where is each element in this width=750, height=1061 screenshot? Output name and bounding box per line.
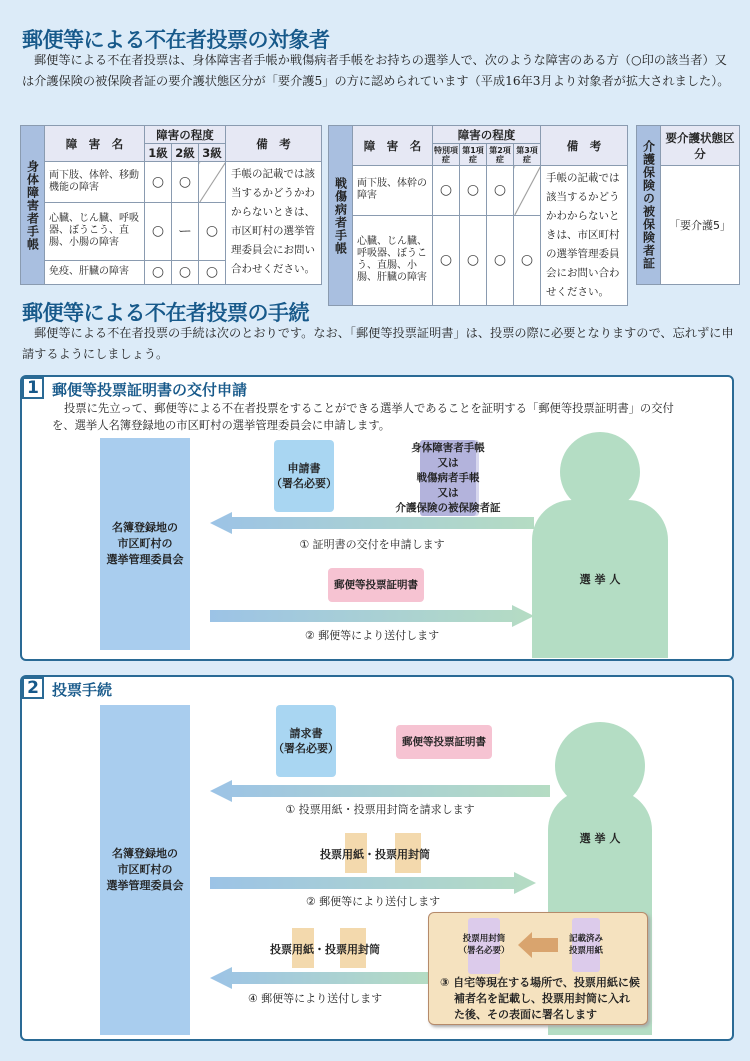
ballot-materials: 投票用紙・投票用封筒 [270,942,380,956]
arrow-left-icon [210,512,534,534]
election-committee: 名簿登録地の 市区町村の 選挙管理委員会 [100,438,190,650]
grade-header: 1級 [145,144,172,162]
mark: ○ [145,162,172,203]
war-injury-table [328,125,628,306]
section-title-procedure: 郵便等による不在者投票の手続 [22,301,309,325]
not-applicable-cell [199,162,226,203]
grade-header: 特別項症 [434,145,458,164]
mark: ○ [460,166,487,216]
step3-description: ③ 自宅等現在する場所で、投票用紙に候補者名を記載し、投票用封筒に入れた後、その表面に署名します [440,976,640,1021]
col-header-degree: 障害の程度 [433,126,541,144]
filled-ballot-label: 記載済み 投票用紙 [568,934,603,956]
table-side-label: 戦傷病者手帳 [329,126,353,306]
col-header-care-level: 要介護状態区分 [661,126,740,166]
mark: ○ [514,215,541,306]
mark: ○ [199,260,226,284]
disability-table [20,125,322,285]
note: 手帳の記載では該当するかどうかわからないときは、市区町村の選挙管理委員会にお問い合わせください。 [541,166,628,306]
step-description: 投票に先立って、郵便等による不在者投票をすることができる選挙人であることを証明する「郵便等投票証明書」の交付を、選挙人名簿登録地の市区町村の選挙管理委員会に申請します。 [52,402,674,432]
mark: ○ [487,166,514,216]
row-name: 心臓、じん臓、呼吸器、ぼうこう、直腸、小腸、肝臓の障害 [353,215,433,306]
mark: ○ [460,215,487,306]
mark: ー [172,202,199,260]
mark: ○ [145,202,172,260]
arrow-label: ① 証明書の交付を申請します [299,538,445,551]
grade-header: 第2項症 [487,144,514,166]
col-header-note: 備 考 [541,126,628,166]
step-number: 1 [22,377,44,399]
col-header-note: 備 考 [226,126,322,162]
request-form: 請求書 （署名必要） [276,705,336,777]
arrow-right-icon [210,872,536,894]
arrow-right-icon [210,605,534,627]
section-title-eligibility: 郵便等による不在者投票の対象者 [22,28,330,52]
arrow-label: ① 投票用紙・投票用封筒を請求します [285,803,475,816]
table-row [329,166,628,216]
mark: ○ [487,215,514,306]
step-number: 2 [22,677,44,699]
signed-envelope-label: 投票用封筒 （署名必要） [458,934,510,956]
arrow-label: ② 郵便等により送付します [304,629,440,642]
grade-header: 第3項症 [514,144,541,166]
mark: ○ [199,202,226,260]
step-title: 投票手続 [52,681,113,699]
mark: ○ [172,162,199,203]
mark: ○ [172,260,199,284]
care-level-value: 「要介護5」 [661,166,740,285]
eligibility-paragraph: 郵便等による不在者投票は、身体障害者手帳か戦傷病者手帳をお持ちの選挙人で、次のような障害のある方（○印の該当者）又は介護保険の被保険者証の要介護状態区分が「要介護5」の方に認められています（平成16年3月より対象者が拡大されました）。 [22,53,730,88]
arrow-label: ② 郵便等により送付します [305,895,441,908]
application-form: 申請書 （署名必要） [274,440,334,512]
procedure-paragraph: 郵便等による不在者投票の手続は次のとおりです。なお、「郵便等投票証明書」は、投票の際に必要となりますので、忘れずに申請するようにしましょう。 [22,326,734,361]
voter-figure: 選 挙 人 [532,500,668,658]
election-committee: 名簿登録地の 市区町村の 選挙管理委員会 [100,705,190,1035]
row-name: 心臓、じん臓、呼吸器、ぼうこう、直腸、小腸の障害 [45,202,145,260]
row-name: 免疫、肝臓の障害 [45,260,145,284]
col-header-name: 障 害 名 [45,126,145,162]
arrow-left-icon [210,780,550,802]
mark: ○ [145,260,172,284]
note: 手帳の記載では該当するかどうかわからないときは、市区町村の選挙管理委員会にお問い合わせください。 [226,162,322,285]
voting-certificate: 郵便等投票証明書 [328,568,424,602]
table-row [21,162,322,203]
step-title: 郵便等投票証明書の交付申請 [52,381,248,399]
grade-header: 第1項症 [460,144,487,166]
grade-header: 2級 [172,144,199,162]
id-documents-text: 身体障害者手帳 又は 戦傷病者手帳 又は 介護保険の被保険者証 [395,441,501,514]
mark: ○ [433,215,460,306]
col-header-name: 障 害 名 [353,126,433,166]
voter-figure: 選 挙 人 [548,790,652,1035]
not-applicable-cell [514,166,541,216]
table-side-label: 身体障害者手帳 [21,126,45,285]
arrow-label: ④ 郵便等により送付します [247,992,383,1005]
arrow-left-icon [210,967,430,989]
grade-header: 3級 [199,144,226,162]
care-insurance-table [636,125,740,285]
row-name: 両下肢、体幹、移動機能の障害 [45,162,145,203]
arrow-left-icon [518,932,558,958]
mark: ○ [433,166,460,216]
row-name: 両下肢、体幹の障害 [353,166,433,216]
voting-certificate: 郵便等投票証明書 [396,725,492,759]
col-header-degree: 障害の程度 [145,126,226,144]
ballot-materials: 投票用紙・投票用封筒 [320,847,430,861]
table-side-label: 介護保険の被保険者証 [637,126,661,285]
